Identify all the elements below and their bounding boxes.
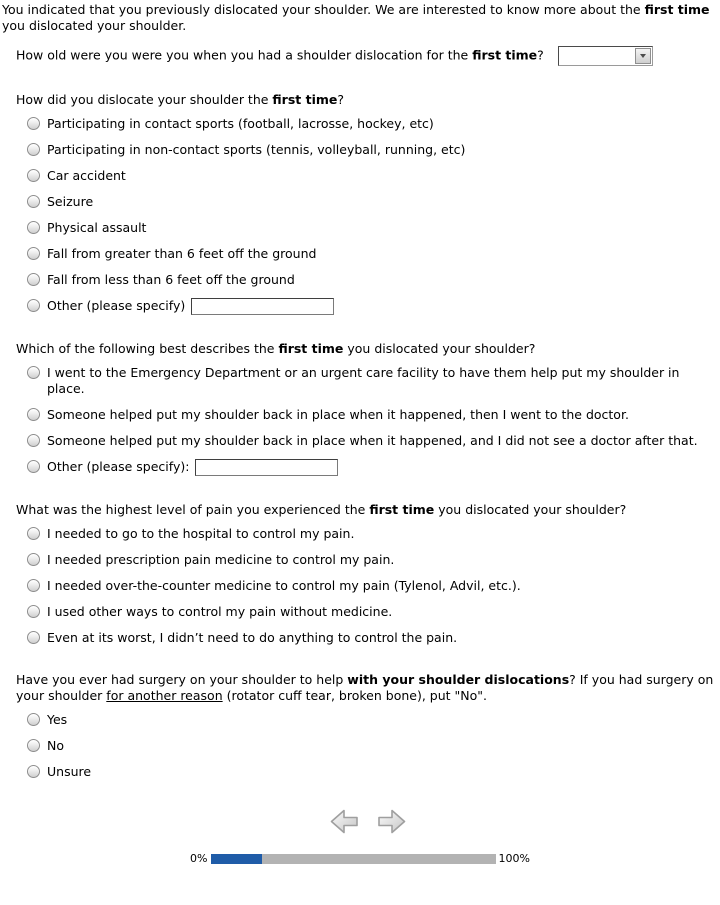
radio-button[interactable]	[27, 579, 40, 592]
radio-option-label: Fall from greater than 6 feet off the ground	[47, 246, 317, 261]
progress-track	[211, 854, 496, 864]
navigation-buttons	[2, 808, 718, 835]
radio-option-seizure[interactable]	[27, 194, 718, 210]
question-surgery-post: (rotator cuff tear, broken bone), put "No".	[222, 688, 487, 703]
radio-option-no[interactable]	[27, 738, 718, 754]
radio-option-unsure[interactable]	[27, 764, 718, 780]
radio-button[interactable]	[27, 765, 40, 778]
radio-option-label: Seizure	[47, 194, 94, 209]
question-describe-bold: first time	[278, 341, 344, 356]
question-pain-text	[16, 502, 718, 518]
chevron-down-glyph	[640, 54, 646, 58]
radio-option-label: Other (please specify)	[47, 298, 186, 313]
radio-option-label: I used other ways to control my pain without medicine.	[47, 604, 393, 619]
progress-right-label: 100%	[498, 852, 530, 865]
question-surgery-text	[16, 672, 718, 704]
radio-option-label: Someone helped put my shoulder back in place when it happened, then I went to the doctor.	[47, 407, 629, 422]
question-pain	[16, 502, 718, 646]
radio-option-label: Yes	[47, 712, 68, 727]
question-pain-bold: first time	[369, 502, 435, 517]
question-pain-pre: What was the highest level of pain you experienced the	[16, 502, 370, 517]
question-age	[16, 46, 718, 66]
radio-option-label: Even at its worst, I didn’t need to do anything to control the pain.	[47, 630, 458, 645]
progress-left-label: 0%	[190, 852, 208, 865]
other-specify-input[interactable]	[191, 298, 334, 315]
radio-button[interactable]	[27, 631, 40, 644]
left-arrow-icon	[329, 808, 359, 835]
question-surgery-options	[27, 712, 718, 780]
question-describe-options	[27, 365, 718, 476]
question-how	[16, 92, 718, 315]
intro-text-post: you dislocated your shoulder.	[2, 18, 187, 33]
intro-bold-text: first time	[644, 2, 710, 17]
radio-button[interactable]	[27, 195, 40, 208]
radio-option-label: No	[47, 738, 64, 753]
radio-option-label: I needed over-the-counter medicine to control my pain (Tylenol, Advil, etc.).	[47, 578, 521, 593]
radio-option-hospital[interactable]	[27, 526, 718, 542]
progress-fill	[211, 854, 262, 864]
radio-option-other-ways[interactable]	[27, 604, 718, 620]
radio-button[interactable]	[27, 117, 40, 130]
question-age-bold: first time	[472, 47, 538, 63]
radio-option-label: Unsure	[47, 764, 92, 779]
other-specify-input[interactable]	[195, 459, 338, 476]
chevron-down-icon[interactable]	[635, 48, 651, 64]
radio-button[interactable]	[27, 408, 40, 421]
question-age-post: ?	[537, 47, 544, 63]
radio-option-label: Participating in non-contact sports (tennis, volleyball, running, etc)	[47, 142, 466, 157]
radio-option-label: Participating in contact sports (football, lacrosse, hockey, etc)	[47, 116, 434, 131]
radio-option-label: Someone helped put my shoulder back in place when it happened, and I did not see a doctor after that.	[47, 433, 698, 448]
radio-option-label: Fall from less than 6 feet off the ground	[47, 272, 295, 287]
question-how-options	[27, 116, 718, 315]
radio-button[interactable]	[27, 527, 40, 540]
radio-button[interactable]	[27, 169, 40, 182]
age-select[interactable]	[558, 46, 653, 66]
question-how-pre: How did you dislocate your shoulder the	[16, 92, 273, 107]
radio-option-label: I needed prescription pain medicine to control my pain.	[47, 552, 395, 567]
intro-paragraph	[2, 2, 718, 34]
question-describe	[16, 341, 718, 476]
question-surgery-pre: Have you ever had surgery on your shoulder to help	[16, 672, 348, 687]
question-pain-post: you dislocated your shoulder?	[434, 502, 627, 517]
radio-option-other[interactable]	[27, 298, 718, 315]
question-describe-text	[16, 341, 718, 357]
radio-button[interactable]	[27, 605, 40, 618]
radio-option-label: I needed to go to the hospital to control my pain.	[47, 526, 355, 541]
question-pain-options	[27, 526, 718, 646]
age-select-value	[559, 47, 634, 65]
radio-button[interactable]	[27, 434, 40, 447]
question-how-post: ?	[337, 92, 345, 107]
radio-option-otc-medicine[interactable]	[27, 578, 718, 594]
radio-option-helped-no-doctor[interactable]	[27, 433, 718, 449]
radio-option-no-action[interactable]	[27, 630, 718, 646]
radio-button[interactable]	[27, 366, 40, 379]
radio-button[interactable]	[27, 713, 40, 726]
progress-bar-row	[2, 853, 718, 865]
question-age-pre: How old were you were you when you had a shoulder dislocation for the	[16, 47, 473, 63]
radio-button[interactable]	[27, 739, 40, 752]
radio-option-prescription[interactable]	[27, 552, 718, 568]
radio-option-car-accident[interactable]	[27, 168, 718, 184]
question-how-bold: first time	[272, 92, 338, 107]
question-surgery-bold: with your shoulder dislocations	[347, 672, 570, 687]
back-button[interactable]	[329, 808, 359, 835]
radio-button[interactable]	[27, 273, 40, 286]
question-surgery-underline: for another reason	[106, 688, 223, 703]
radio-button[interactable]	[27, 247, 40, 260]
radio-option-physical-assault[interactable]	[27, 220, 718, 236]
radio-button[interactable]	[27, 143, 40, 156]
radio-option-fall-greater-6ft[interactable]	[27, 246, 718, 262]
question-how-text	[16, 92, 718, 108]
radio-button[interactable]	[27, 221, 40, 234]
radio-option-label: Other (please specify):	[47, 459, 190, 474]
radio-option-label: I went to the Emergency Department or an urgent care facility to have them help put my shoulder in place.	[47, 365, 680, 396]
question-surgery-mid: ? If you had surgery on your shoulder	[16, 672, 714, 703]
radio-option-other[interactable]	[27, 459, 718, 476]
question-age-text	[16, 46, 718, 66]
radio-button[interactable]	[27, 299, 40, 312]
radio-button[interactable]	[27, 553, 40, 566]
radio-option-noncontact-sports[interactable]	[27, 142, 718, 158]
intro-text-pre: You indicated that you previously dislocated your shoulder. We are interested to know more about the	[2, 2, 645, 17]
radio-option-yes[interactable]	[27, 712, 718, 728]
question-surgery	[16, 672, 718, 780]
question-describe-pre: Which of the following best describes the	[16, 341, 279, 356]
next-button[interactable]	[377, 808, 407, 835]
radio-option-fall-less-6ft[interactable]	[27, 272, 718, 288]
question-describe-post: you dislocated your shoulder?	[343, 341, 536, 356]
right-arrow-icon	[377, 808, 407, 835]
radio-option-label: Car accident	[47, 168, 126, 183]
radio-option-label: Physical assault	[47, 220, 147, 235]
radio-option-emergency-dept[interactable]	[27, 365, 718, 397]
radio-option-helped-then-doctor[interactable]	[27, 407, 718, 423]
radio-button[interactable]	[27, 460, 40, 473]
radio-option-contact-sports[interactable]	[27, 116, 718, 132]
